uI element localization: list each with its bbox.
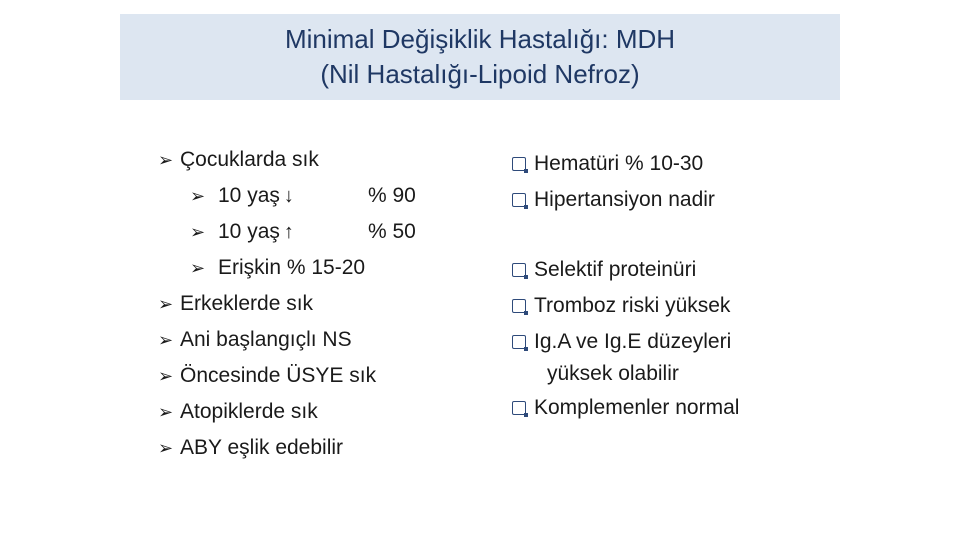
list-item: [512, 182, 812, 218]
checkbox-bullet-icon: [512, 263, 526, 277]
list-item-text: Ani başlangıçlı NS: [180, 328, 352, 351]
list-item: [158, 358, 478, 394]
list-spacer: [512, 218, 812, 252]
checkbox-bullet-icon: [512, 193, 526, 207]
list-item-text: Hipertansiyon nadir: [534, 188, 715, 211]
list-item: [512, 390, 812, 426]
list-item: [158, 394, 478, 430]
list-subitem: [158, 214, 478, 250]
list-item-text: Çocuklarda sık: [180, 148, 319, 171]
checkbox-bullet-icon: [512, 401, 526, 415]
arrowhead-bullet-icon: ➢: [158, 438, 174, 458]
list-item: [512, 252, 812, 288]
list-item-continuation: [512, 360, 812, 390]
list-subitem-label: 10 yaş: [218, 184, 280, 207]
arrowhead-bullet-icon: ➢: [158, 366, 174, 386]
list-subitem-value: % 50: [368, 220, 416, 243]
arrowhead-bullet-icon: ➢: [158, 294, 174, 314]
list-item-text: Komplemenler normal: [534, 396, 740, 419]
left-bullet-list: [158, 142, 478, 466]
checkbox-bullet-icon: [512, 157, 526, 171]
title-box: [120, 14, 840, 100]
list-item: [158, 142, 478, 178]
list-subitem-label: Erişkin % 15-20: [218, 256, 366, 279]
arrowhead-bullet-icon: ➢: [190, 186, 206, 206]
arrow-down-icon: ↓: [283, 185, 294, 207]
list-subitem-label: 10 yaş: [218, 220, 280, 243]
list-item-text: Atopiklerde sık: [180, 400, 318, 423]
list-item-text: Hematüri % 10-30: [534, 152, 704, 175]
list-item-text: Ig.A ve Ig.E düzeyleri: [534, 330, 732, 353]
arrowhead-bullet-icon: ➢: [190, 258, 206, 278]
list-item: [512, 146, 812, 182]
list-item: [512, 288, 812, 324]
list-item-text: Selektif proteinüri: [534, 258, 697, 281]
list-item-text: Öncesinde ÜSYE sık: [180, 364, 377, 387]
list-subitem: [158, 178, 478, 214]
arrowhead-bullet-icon: ➢: [158, 402, 174, 422]
list-item: [158, 286, 478, 322]
list-item-text: yüksek olabilir: [547, 362, 679, 385]
arrow-up-icon: ↑: [283, 221, 294, 243]
list-item: [512, 324, 812, 360]
list-item-text: Erkeklerde sık: [180, 292, 314, 315]
list-item-text: ABY eşlik edebilir: [180, 436, 344, 459]
arrowhead-bullet-icon: ➢: [190, 222, 206, 242]
list-item: [158, 430, 478, 466]
arrowhead-bullet-icon: ➢: [158, 150, 174, 170]
arrowhead-bullet-icon: ➢: [158, 330, 174, 350]
list-item-text: Tromboz riski yüksek: [534, 294, 731, 317]
title-line-2: (Nil Hastalığı-Lipoid Nefroz): [320, 59, 640, 89]
right-bullet-list: [512, 146, 812, 426]
title-line-1: Minimal Değişiklik Hastalığı: MDH: [284, 24, 676, 54]
list-subitem: [158, 250, 478, 286]
checkbox-bullet-icon: [512, 335, 526, 349]
checkbox-bullet-icon: [512, 299, 526, 313]
list-item: [158, 322, 478, 358]
list-subitem-value: % 90: [368, 184, 416, 207]
